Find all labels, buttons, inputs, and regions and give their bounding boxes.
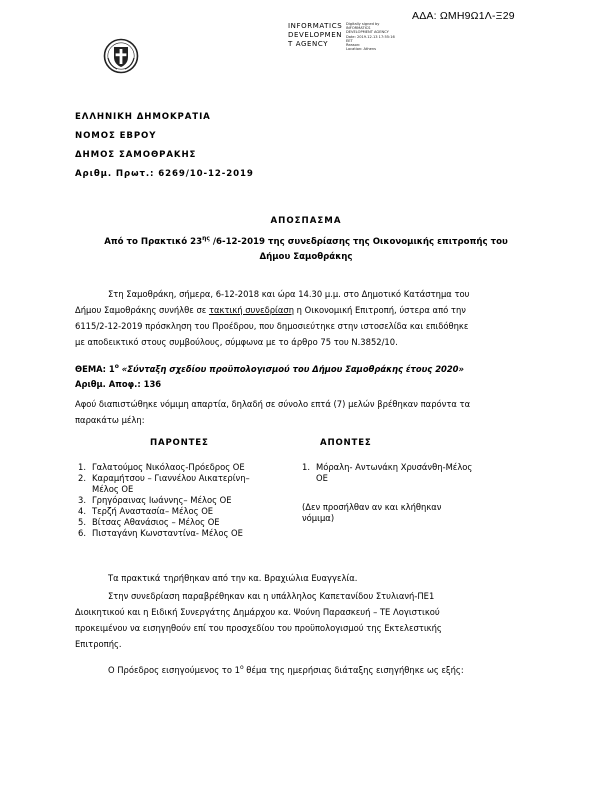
header-republic: ΕΛΛΗΝΙΚΗ ΔΗΜΟΚΡΑΤΙΑ: [75, 112, 211, 122]
list-item-continuation: ΟΕ: [316, 473, 328, 483]
closing-paragraph: Ο Πρόεδρος εισηγούμενος το $1^o$ θέμα της ημερήσιας διάταξης εισηγήθηκε ως εξής:: [108, 664, 464, 675]
list-item: 1. Μόραλη- Αντωνάκη Χρυσάνθη-Μέλος: [302, 462, 473, 472]
list-item-continuation: Μέλος ΟΕ: [92, 484, 134, 494]
absent-heading: ΑΠΟΝΤΕΣ: [320, 438, 372, 448]
stamp-line: DEVELOPMEN: [288, 31, 343, 39]
quorum-text: Αφού διαπιστώθηκε νόμιμη απαρτία, δηλαδή σε σύνολο επτά (7) μελών βρέθηκαν παρόντα τα παρακάτω μέλη:: [75, 399, 471, 425]
subject-line: ΘΕΜΑ: $1^o$ «Σύνταξη σχεδίου προϋπολογισμού του Δήμου Σαμοθράκης έτους 2020»: [75, 363, 464, 374]
header-municipality: ΔΗΜΟΣ ΣΑΜΟΘΡΑΚΗΣ: [75, 150, 197, 160]
header-protocol-number: Αριθμ. Πρωτ.: 6269/10-12-2019: [75, 169, 254, 179]
present-heading: ΠΑΡΟΝΤΕΣ: [150, 438, 209, 448]
attendance-paragraph: Στην συνεδρίαση παραβρέθηκαν και η υπάλληλος Καπετανίδου Στυλιανή-ΠΕ1 Διοικητικού και η Ειδική Συνεργάτης Δημάρχου κα. Ψούνη Παρασκευή – ΤΕ Λογιστικού προκειμένου να εισηγηθούν επί του προσχεδίου του προϋπολογισμού της Εκτελεστικής Επιτροπής.: [75, 591, 442, 649]
stamp-detail: Date: 2019.12.13 17:55:16: [346, 34, 395, 39]
list-item: 5. Βίτσας Αθανάσιος – Μέλος ΟΕ: [78, 517, 220, 527]
stamp-line: INFORMATICS: [288, 22, 343, 30]
document-title: ΑΠΟΣΠΑΣΜΑ: [270, 216, 342, 226]
absent-note: (Δεν προσήλθαν αν και κλήθηκαν νόμιμα): [302, 502, 442, 523]
list-item: 1. Γαλατούμος Νικόλαος-Πρόεδρος ΟΕ: [78, 462, 245, 472]
stamp-line: T AGENCY: [288, 40, 329, 48]
stamp-detail: Reason:: [346, 43, 361, 48]
decision-number: Αριθμ. Αποφ.: 136: [75, 379, 162, 389]
list-item: 6. Πισταγάνη Κωνσταντίνα- Μέλος ΟΕ: [78, 528, 243, 538]
signature-stamp-title: [288, 22, 342, 49]
list-item: 4. Τερζή Αναστασία– Μέλος ΟΕ: [78, 506, 214, 516]
signature-stamp-details: [346, 22, 395, 51]
document-subtitle-2: Δήμου Σαμοθράκης: [259, 252, 353, 262]
list-item: 3. Γρηγόραινας Ιωάννης– Μέλος ΟΕ: [78, 495, 232, 505]
minutes-keeper: Τα πρακτικά τηρήθηκαν από την κα. Βραχιώλια Ευαγγελία.: [108, 573, 358, 583]
stamp-detail: Digitally signed by: [346, 22, 380, 26]
list-item: 2. Καραμήτσου – Γιαννέλου Αικατερίνη–: [78, 473, 250, 483]
stamp-detail: EET: [346, 38, 353, 43]
stamp-detail: DEVELOPMENT AGENCY: [346, 30, 389, 35]
absent-list: [302, 462, 512, 484]
stamp-detail: INFORMATICS: [346, 26, 371, 31]
present-list: [78, 462, 293, 539]
intro-paragraph: Στη Σαμοθράκη, σήμερα, 6-12-2018 και ώρα 14.30 μ.μ. στο Δημοτικό Κατάστημα του Δήμου Σαμοθράκης συνήλθε σε τακτική συνεδρίαση η Οικονομική Επιτροπή, ύστερα από την 6115/2-12-2019 πρόσκληση του Προέδρου, που δημοσιεύτηκε στην ιστοσελίδα και επιδόθηκε με αποδεικτικό στους συμβούλους, σύμφωνα με το άρθρο 75 του Ν.3852/10.: [75, 289, 470, 347]
document-subtitle: Από το Πρακτικό $23^{\eta\varsigma}$ /6-12-2019 της συνεδρίασης της Οικονομικής επιτροπής του: [104, 235, 508, 247]
ada-code: ΑΔΑ: ΩΜΗ9Ω1Λ-Ξ29: [412, 10, 515, 22]
stamp-detail: Location: Athens: [346, 47, 376, 52]
greek-coat-of-arms-icon: [103, 38, 139, 74]
header-prefecture: ΝΟΜΟΣ ΕΒΡΟΥ: [75, 131, 157, 141]
